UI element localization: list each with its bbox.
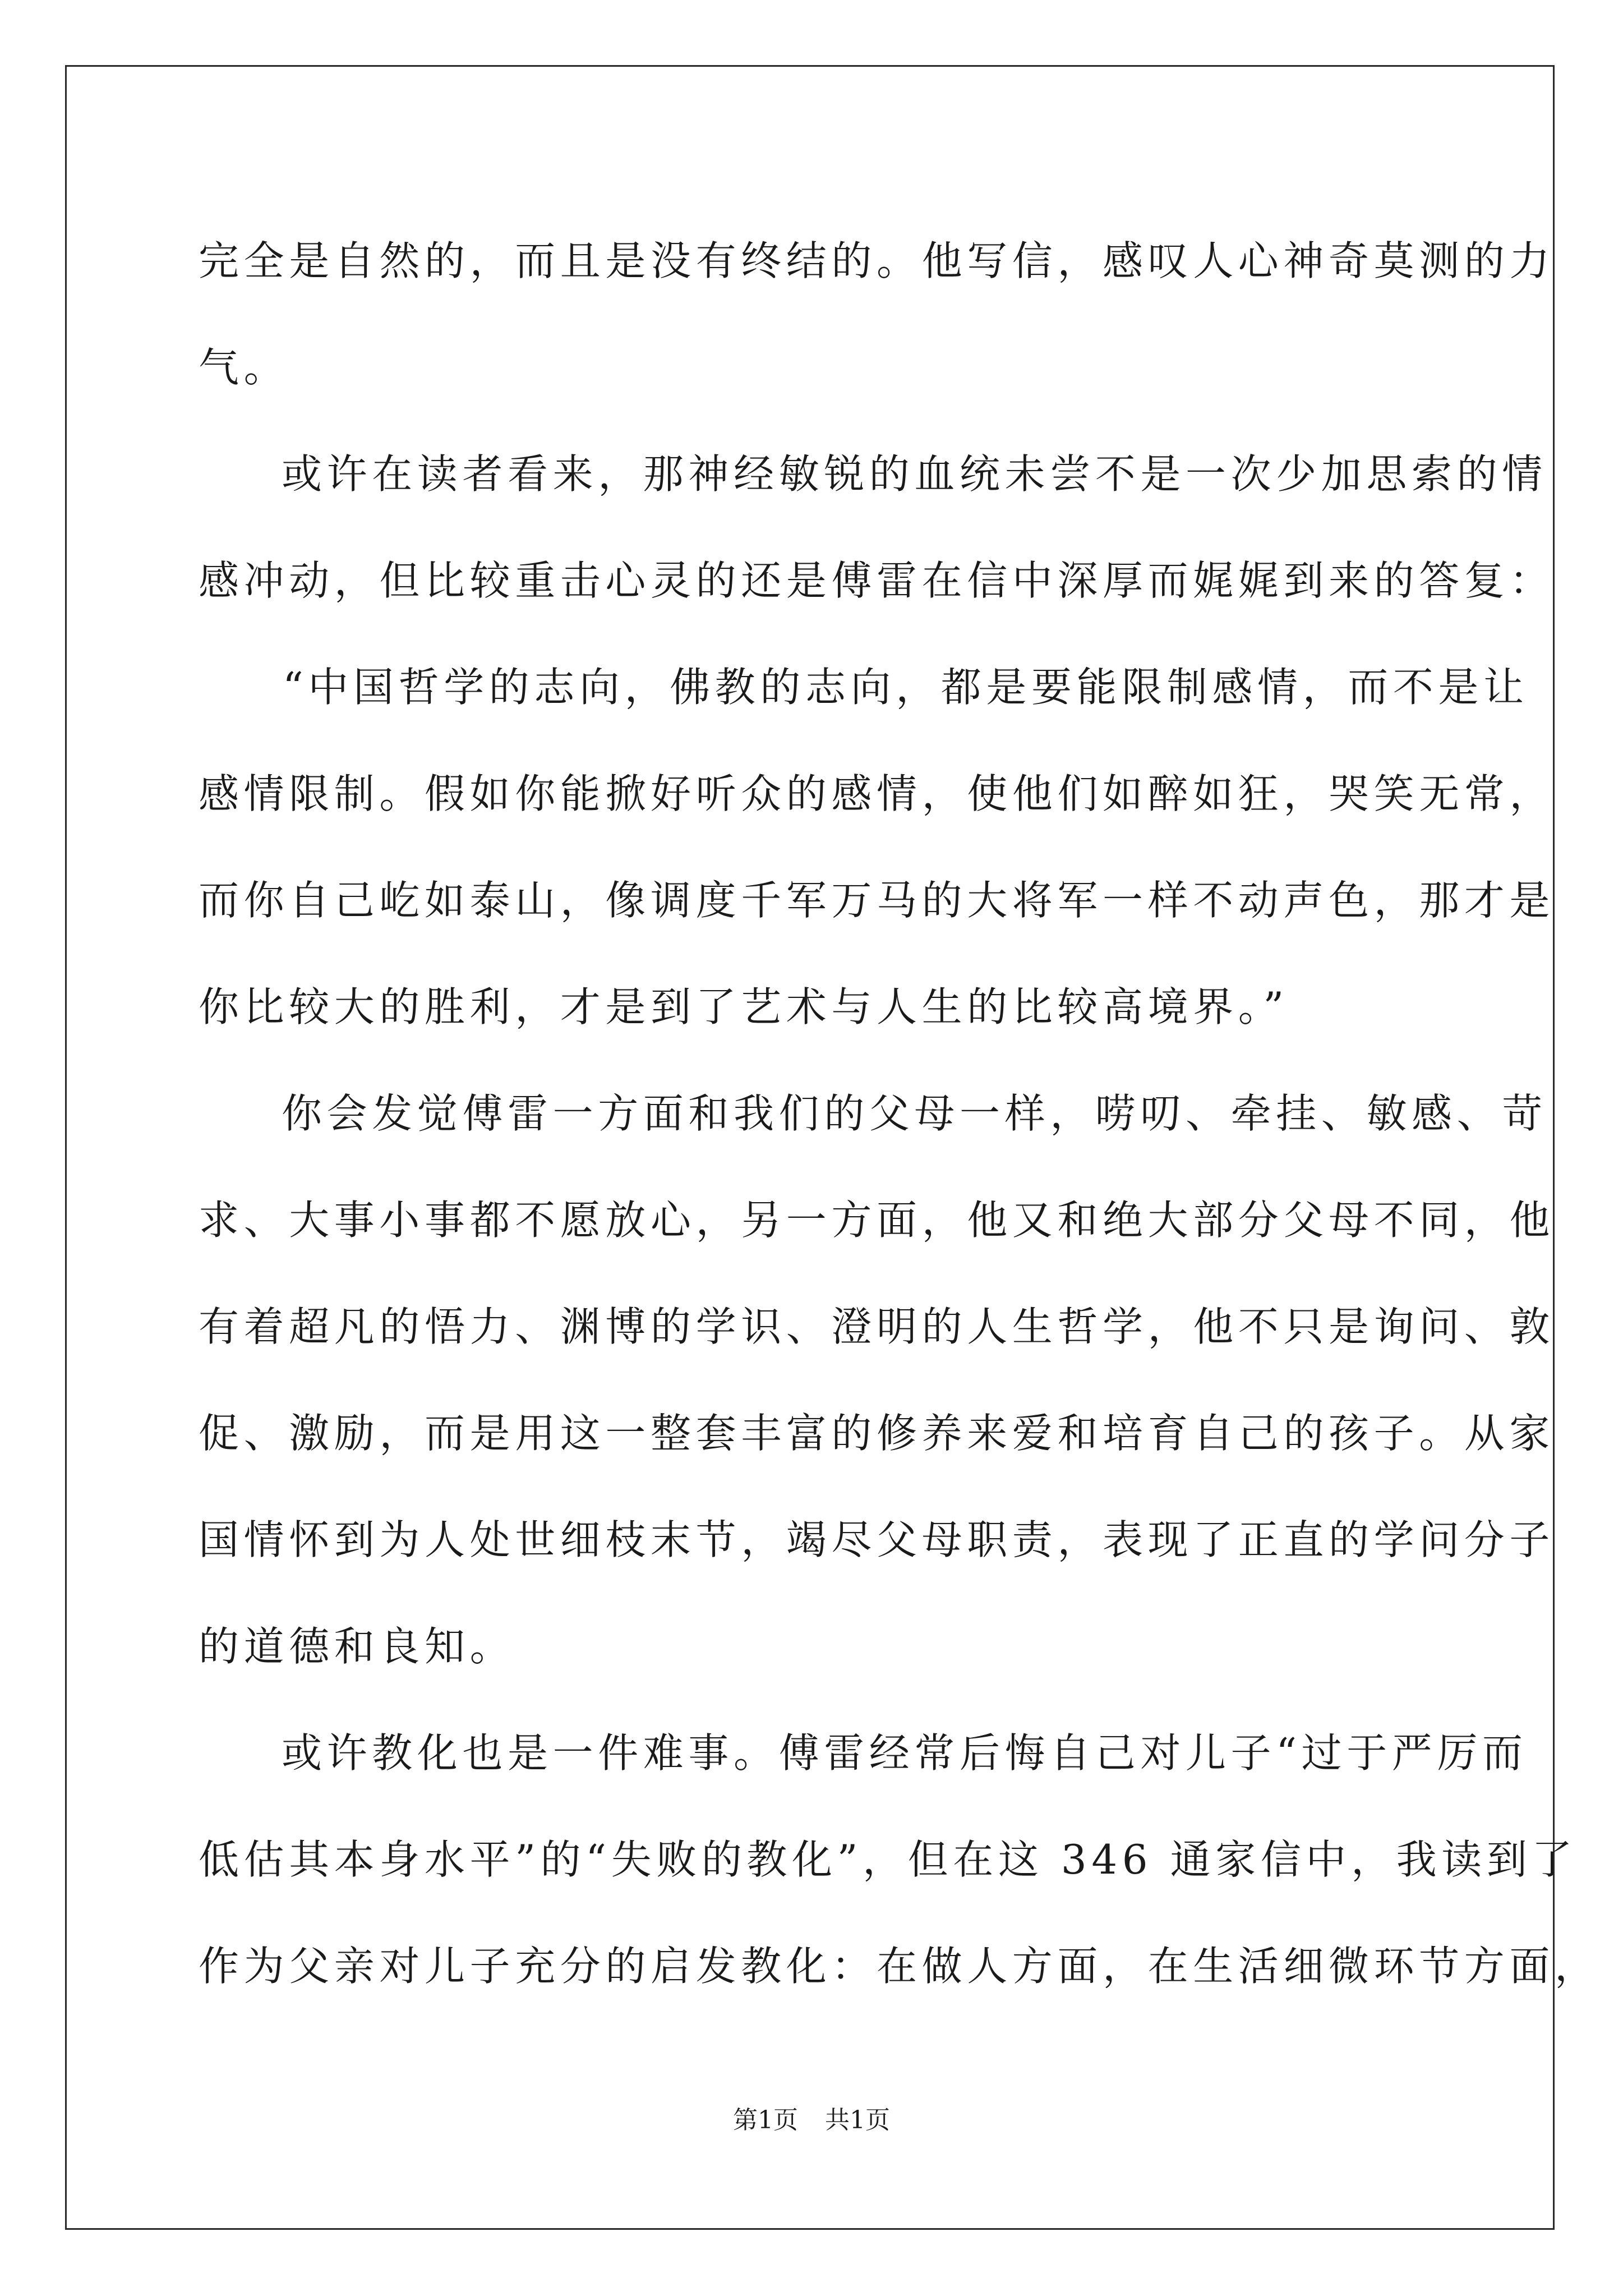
text-line: 或许在读者看来，那神经敏锐的血统未尝不是一次少加思索的情 — [282, 450, 1547, 498]
text-line: 感冲动，但比较重击心灵的还是傅雷在信中深厚而娓娓到来的答复： — [199, 557, 1555, 604]
text-line: 作为父亲对儿子充分的启发教化：在做人方面，在生活细微环节方面， — [199, 1943, 1600, 1990]
text-line: “中国哲学的志向，佛教的志向，都是要能限制感情，而不是让 — [283, 664, 1529, 711]
text-line: 感情限制。假如你能掀好听众的感情，使他们如醉如狂，哭笑无常， — [199, 770, 1555, 817]
text-line: 求、大事小事都不愿放心，另一方面，他又和绝大部分父母不同，他 — [199, 1197, 1555, 1244]
text-line: 国情怀到为人处世细枝末节，竭尽父母职责，表现了正直的学问分子 — [199, 1516, 1555, 1563]
page-total: 共1页 — [825, 2106, 890, 2134]
page-number: 第1页 — [733, 2106, 798, 2134]
text-line: 的道德和良知。 — [199, 1623, 515, 1670]
page-footer — [0, 2104, 1623, 2137]
text-line: 完全是自然的，而且是没有终结的。他写信，感叹人心神奇莫测的力 — [199, 237, 1555, 284]
text-line: 而你自己屹如泰山，像调度千军万马的大将军一样不动声色，那才是 — [199, 877, 1555, 924]
text-line: 气。 — [199, 344, 289, 391]
text-line: 有着超凡的悟力、渊博的学识、澄明的人生哲学，他不只是询问、敦 — [199, 1303, 1555, 1350]
text-line: 你会发觉傅雷一方面和我们的父母一样，唠叨、牵挂、敏感、苛 — [282, 1090, 1547, 1137]
text-line: 低估其本身水平”的“失败的教化”，但在这 346 通家信中，我读到了 — [199, 1836, 1578, 1883]
text-line: 或许教化也是一件难事。傅雷经常后悔自己对儿子“过于严厉而 — [282, 1729, 1528, 1777]
text-line: 你比较大的胜利，才是到了艺术与人生的比较高境界。” — [199, 983, 1289, 1030]
document-body — [199, 208, 1600, 2019]
text-line: 促、激励，而是用这一整套丰富的修养来爱和培育自己的孩子。从家 — [199, 1410, 1555, 1457]
